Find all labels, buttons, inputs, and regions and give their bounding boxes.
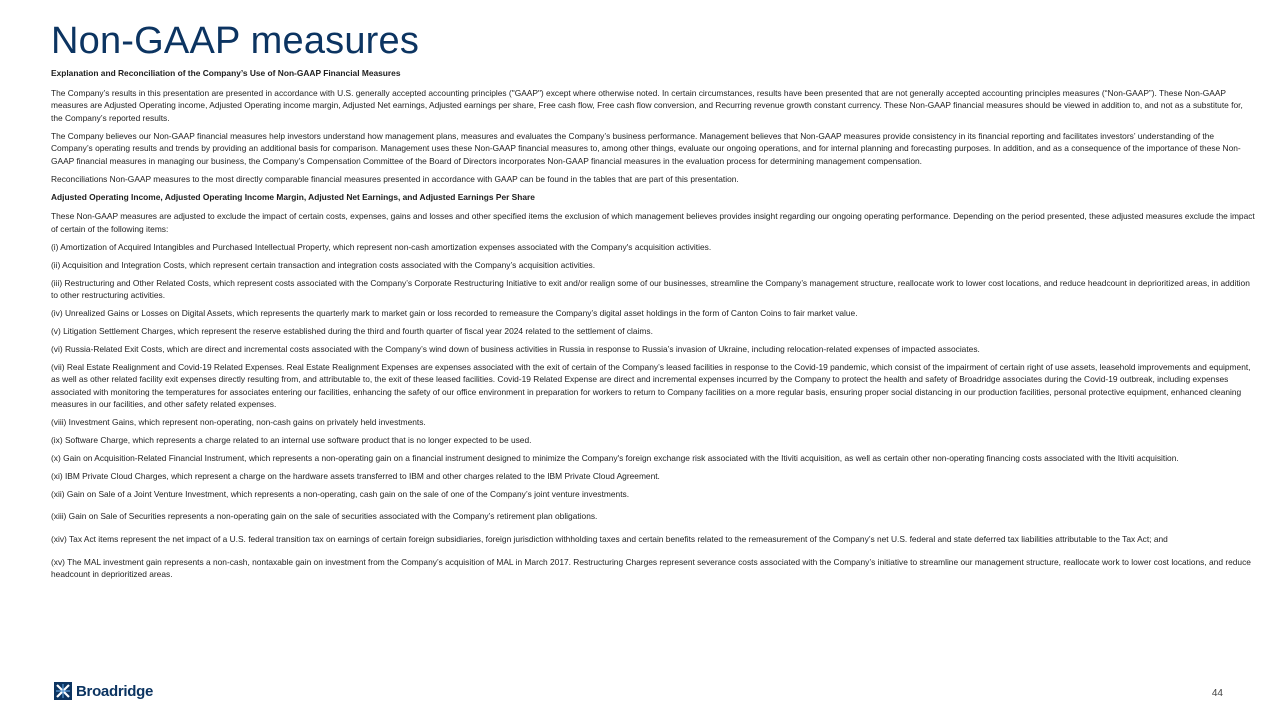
list-item-v: (v) Litigation Settlement Charges, which represent the reserve established during the third and fourth quarter of fiscal year 2024 related to the settlement of claims. xyxy=(51,325,653,336)
list-item-iii: (iii) Restructuring and Other Related Costs, which represent costs associated with the Company’s Corporate Restructuring Initiative to exit and/or realign some of our businesses, streamline the Company’s management structure, reallocate work to lower cost locations, and reduce headcount in deprioritized areas, in addition to other restructuring activities. xyxy=(51,277,1250,301)
list-item-iv: (iv) Unrealized Gains or Losses on Digital Assets, which represents the quarterly mark to market gain or loss recorded to remeasure the Company’s digital asset holdings in the form of Canton Coins to fair market value. xyxy=(51,307,858,318)
list-item-xv: (xv) The MAL investment gain represents a non-cash, nontaxable gain on investment from the Company’s acquisition of MAL in March 2017. Restructuring Charges represent severance costs associated with the Company’s initiative to streamline our management structure, reallocate work to lower cost locations, and reduce headcount in deprioritized areas. xyxy=(51,556,1251,580)
list-item-xi: (xi) IBM Private Cloud Charges, which represent a charge on the hardware assets transferred to IBM and other charges related to the IBM Private Cloud Agreement. xyxy=(51,471,660,481)
page-title: Non-GAAP measures xyxy=(51,20,420,62)
list-item-vii: (vii) Real Estate Realignment and Covid-19 Related Expenses. Real Estate Realignment Expenses are expenses associated with the exit of certain of the Company’s leased facilities in response to the Covid-19 pandemic, which consist of the impairment of certain right of use assets, leasehold improvements and equipment, as well as other related facility exit expenses directly resulting from, and attributable to, the exit of these leased facilities. Covid-19 Related Expense are direct and incremental expenses incurred by the Company to protect the health and safety of Broadridge associates during the Covid-19 outbreak, including expenses associated with monitoring the temperatures for associates entering our facilities, enhancing the safety of our office environment in preparation for workers to return to Company facilities on a more regular basis, ensuring proper social distancing in our production facilities, personal protective equipment, enhanced cleaning measures in our facilities, and other safety related expenses. xyxy=(51,361,1251,410)
broadridge-logo xyxy=(54,682,153,700)
list-item-xiv: (xiv) Tax Act items represent the net impact of a U.S. federal transition tax on earnings of certain foreign subsidiaries, foreign jurisdiction withholding taxes and certain benefits related to the remeasurement of the Company’s net U.S. federal and state deferred tax liabilities attributable to the Tax Act; and xyxy=(51,534,1168,545)
page-number: 44 xyxy=(1211,688,1223,699)
section-heading-adjusted: Adjusted Operating Income, Adjusted Operating Income Margin, Adjusted Net Earnings, and Adjusted Earnings Per Share xyxy=(51,191,535,202)
broadridge-logo-icon xyxy=(54,682,72,700)
list-item-viii: (viii) Investment Gains, which represent non-operating, non-cash gains on privately held investments. xyxy=(51,417,426,428)
broadridge-logo-text: Broadridge xyxy=(76,682,154,700)
list-item-xiii: (xiii) Gain on Sale of Securities represents a non-operating gain on the sale of securities associated with the Company’s retirement plan obligations. xyxy=(51,511,598,522)
paragraph-reconciliations: Reconciliations Non-GAAP measures to the most directly comparable financial measures presented in accordance with GAAP can be found in the tables that are part of this presentation. xyxy=(51,173,739,184)
list-item-i: (i) Amortization of Acquired Intangibles and Purchased Intellectual Property, which represent non-cash amortization expenses associated with the Company's acquisition activities. xyxy=(51,241,712,252)
list-item-ii: (ii) Acquisition and Integration Costs, which represent certain transaction and integration costs associated with the Company’s acquisition activities. xyxy=(51,259,596,270)
paragraph-beliefs: The Company believes our Non-GAAP financial measures help investors understand how management plans, measures and evaluates the Company’s business performance. Management believes that Non-GAAP measures provide consistency in its financial reporting and facilitates investors’ understanding of the Company’s operating results and trends by providing an additional basis for comparison. Management uses these Non-GAAP financial measures to, among other things, evaluate our ongoing operations, and for internal planning and forecasting purposes. In addition, and as a consequence of the importance of these Non-GAAP financial measures in managing our business, the Company’s Compensation Committee of the Board of Directors incorporates Non-GAAP financial measures in the evaluation process for determining management compensation. xyxy=(51,130,1241,166)
document-body xyxy=(51,67,1256,586)
list-item-xii: (xii) Gain on Sale of a Joint Venture Investment, which represents a non-operating, cash gain on the sale of one of the Company’s joint venture investments. xyxy=(51,488,630,499)
paragraph-results: The Company’s results in this presentation are presented in accordance with U.S. generally accepted accounting principles ("GAAP") except where otherwise noted. In certain circumstances, results have been presented that are not generally accepted accounting principles measures (“Non-GAAP”). These Non-GAAP measures are Adjusted Operating income, Adjusted Operating income margin, Adjusted Net earnings, Adjusted earnings per share, Free cash flow, Free cash flow conversion, and Recurring revenue growth constant currency. These Non-GAAP financial measures should be viewed in addition to, and not as a substitute for, the Company’s reported results. xyxy=(51,87,1243,123)
section-heading-non-gaap: Explanation and Reconciliation of the Company’s Use of Non-GAAP Financial Measures xyxy=(51,68,401,78)
paragraph-intro: These Non-GAAP measures are adjusted to exclude the impact of certain costs, expenses, gains and losses and other specified items the exclusion of which management believes provides insight regarding our ongoing operating performance. Depending on the period presented, these adjusted measures exclude the impact of certain of the following items: xyxy=(51,211,1255,234)
list-item-vi: (vi) Russia-Related Exit Costs, which are direct and incremental costs associated with the Company’s wind down of business activities in Russia in response to Russia’s invasion of Ukraine, including relocation-related expenses of impacted associates. xyxy=(51,343,980,354)
list-item-ix: (ix) Software Charge, which represents a charge related to an internal use software product that is no longer expected to be used. xyxy=(51,435,532,446)
list-item-x: (x) Gain on Acquisition-Related Financial Instrument, which represents a non-operating gain on a financial instrument designed to minimize the Company's foreign exchange risk associated with the Itiviti acquisition, as well as certain other non-operating financing costs associated with the Itiviti acquisition. xyxy=(51,453,1179,464)
